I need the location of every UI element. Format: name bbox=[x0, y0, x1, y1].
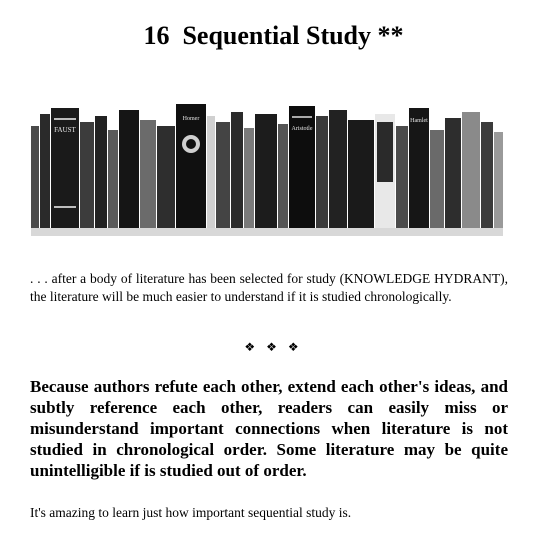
spine-label-homer: Homer bbox=[182, 116, 200, 122]
body-paragraph: It's amazing to learn just how important sequential study is. bbox=[30, 505, 352, 520]
spine-label-faust: FAUST bbox=[54, 126, 76, 134]
spine-label-hamlet: Hamlet bbox=[410, 118, 428, 124]
problem-statement: Because authors refute each other, extend each other's ideas, and subtly reference each other, readers can easily miss or misunderstand important connections when literature is not studied in chronological order. Some literature may be quite unintelligible if is studied out of order. bbox=[30, 377, 508, 480]
page-title: 16 Sequential Study ** bbox=[143, 21, 404, 50]
bookshelf-image bbox=[31, 86, 503, 236]
section-divider: ❖ ❖ ❖ bbox=[244, 340, 303, 354]
context-paragraph: . . . after a body of literature has been selected for study (KNOWLEDGE HYDRANT), the literature will be much easier to understand if it is studied chronologically. bbox=[30, 271, 508, 304]
spine-label-aristotle: Aristotle bbox=[291, 126, 313, 132]
